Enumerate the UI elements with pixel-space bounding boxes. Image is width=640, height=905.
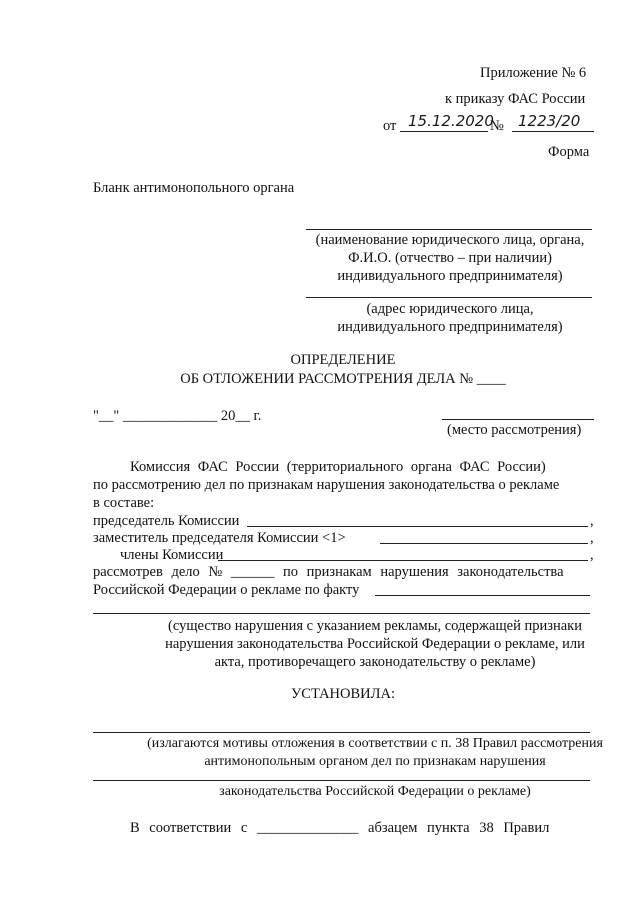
motives-caption-3: законодательства Российской Федерации о рекламе) — [219, 784, 531, 799]
number-underline — [512, 131, 594, 132]
recipient-name-caption-2: Ф.И.О. (отчество – при наличии) — [348, 250, 552, 266]
from-label: от — [383, 118, 397, 134]
members-label: члены Комиссии — [120, 547, 224, 563]
recipient-address-line — [306, 297, 592, 298]
commission-text-2: по рассмотрению дел по признакам нарушения законодательства о рекламе — [93, 477, 560, 493]
recipient-address-caption-2: индивидуального предпринимателя) — [337, 319, 563, 335]
violation-caption-2: нарушения законодательства Российской Федерации о рекламе, или — [165, 636, 585, 652]
recipient-name-caption-1: (наименование юридического лица, органа, — [315, 232, 585, 248]
final-text: В соответствии с ______________ абзацем пункта 38 Правил — [130, 820, 550, 836]
members-comma: , — [590, 547, 594, 563]
recipient-address-caption-1: (адрес юридического лица, — [366, 301, 534, 317]
motives-line-2 — [93, 780, 590, 781]
motives-caption-1: (излагаются мотивы отложения в соответствии с п. 38 Правил рассмотрения — [147, 736, 603, 751]
vice-chair-comma: , — [590, 530, 594, 546]
document-title: ОПРЕДЕЛЕНИЕ — [290, 352, 396, 368]
violation-caption-1: (существо нарушения с указанием рекламы, содержащей признаки — [168, 618, 582, 634]
considered-text-2: Российской Федерации о рекламе по факту — [93, 582, 360, 598]
form-label: Форма — [548, 144, 590, 160]
vice-chair-label: заместитель председателя Комиссии <1> — [93, 530, 346, 546]
place-line — [442, 419, 594, 420]
appendix-label: Приложение № 6 — [480, 65, 587, 81]
motives-line-1 — [93, 732, 590, 733]
fact-line — [375, 595, 590, 596]
handwritten-number: 1223/20 — [518, 112, 581, 130]
considered-text-1: рассмотрев дело № ______ по признакам нарушения законодательства — [93, 564, 564, 580]
motives-caption-2: антимонопольным органом дел по признакам нарушения — [204, 754, 546, 769]
chair-label: председатель Комиссии — [93, 513, 240, 529]
date-field: "__" _____________ 20__ г. — [93, 408, 262, 424]
commission-text-3: в составе: — [93, 495, 155, 511]
recipient-name-line — [306, 229, 592, 230]
vice-chair-line — [380, 543, 588, 544]
blank-label: Бланк антимонопольного органа — [93, 180, 295, 196]
recipient-name-caption-3: индивидуального предпринимателя) — [337, 268, 563, 284]
handwritten-date: 15.12.2020 — [408, 112, 494, 130]
place-caption: (место рассмотрения) — [447, 422, 582, 438]
chair-line — [247, 526, 588, 527]
document-subtitle: ОБ ОТЛОЖЕНИИ РАССМОТРЕНИЯ ДЕЛА № ____ — [180, 371, 506, 387]
established-heading: УСТАНОВИЛА: — [291, 686, 395, 702]
number-label: № — [490, 118, 504, 134]
chair-comma: , — [590, 513, 594, 529]
date-underline — [400, 131, 488, 132]
commission-text-1: Комиссия ФАС России (территориального органа ФАС России) — [130, 459, 546, 475]
violation-caption-3: акта, противоречащего законодательству о рекламе) — [214, 654, 536, 670]
violation-line — [93, 613, 590, 614]
order-label: к приказу ФАС России — [445, 91, 586, 107]
members-line — [218, 560, 588, 561]
